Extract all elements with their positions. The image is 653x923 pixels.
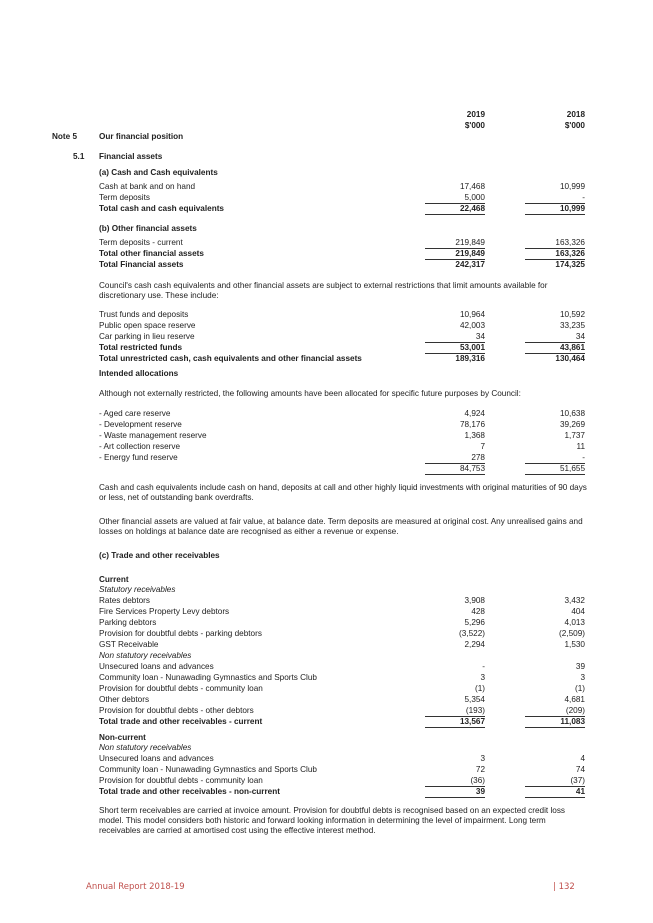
statutory-label: Statutory receivables xyxy=(99,585,176,594)
table-row: Term deposits - current 219,849 163,326 xyxy=(99,238,585,247)
table-row-total: 84,753 51,655 xyxy=(99,464,585,474)
col-unit-2019: $'000 xyxy=(464,121,485,130)
noncurrent-heading: Non-current xyxy=(99,733,146,742)
intended-heading: Intended allocations xyxy=(99,369,179,378)
section-number: 5.1 xyxy=(73,152,85,161)
table-row: - Aged care reserve 4,924 10,638 xyxy=(99,409,585,418)
table-row: - Waste management reserve 1,368 1,737 xyxy=(99,431,585,440)
table-row: - Energy fund reserve 278 - xyxy=(99,453,585,462)
receivables-heading: (c) Trade and other receivables xyxy=(99,551,220,560)
table-row-total: Total other financial assets 219,849 163,326 xyxy=(99,249,585,258)
table-row: Provision for doubtful debts - community loan (1) (1) xyxy=(99,684,585,693)
non-statutory-label: Non statutory receivables xyxy=(99,651,192,660)
table-row: Other debtors 5,354 4,681 xyxy=(99,695,585,704)
table-row-total: Total trade and other receivables - current 13,567 11,083 xyxy=(99,717,585,726)
table-row: Provision for doubtful debts - community loan (36) (37) xyxy=(99,776,585,785)
table-row: Provision for doubtful debts - other debtors (193) (209) xyxy=(99,706,585,715)
table-row: Community loan - Nunawading Gymnastics and Sports Club 72 74 xyxy=(99,765,585,774)
col-header-2019: 2019 xyxy=(466,110,485,119)
table-row-total: Total cash and cash equivalents 22,468 10,999 xyxy=(99,204,585,213)
table-row: Cash at bank and on hand 17,468 10,999 xyxy=(99,182,585,191)
table-row: GST Receivable 2,294 1,530 xyxy=(99,640,585,649)
table-row-total: Total restricted funds 53,001 43,861 xyxy=(99,343,585,352)
table-row: Unsecured loans and advances 3 4 xyxy=(99,754,585,763)
table-row: Public open space reserve 42,003 33,235 xyxy=(99,321,585,330)
col-header-2018: 2018 xyxy=(566,110,585,119)
section-title: Financial assets xyxy=(99,152,163,161)
table-row: - Development reserve 78,176 39,269 xyxy=(99,420,585,429)
table-row: Car parking in lieu reserve 34 34 xyxy=(99,332,585,341)
table-row-total: Total trade and other receivables - non-current 39 41 xyxy=(99,787,585,796)
table-row: Term deposits 5,000 - xyxy=(99,193,585,202)
receivables-paragraph: Short term receivables are carried at invoice amount. Provision for doubtful debts is recognised based on an expected credit loss model. This model considers both historic and forward looking information in determining the level of impairment. Long term receivables are carried at amortised cost using the effective interest method. xyxy=(99,806,566,835)
cash-definition-paragraph: Cash and cash equivalents include cash on hand, deposits at call and other highly liquid investments with original maturities of 90 days or less, net of outstanding bank overdrafts. xyxy=(99,483,587,502)
table-row: - Art collection reserve 7 11 xyxy=(99,442,585,451)
table-row: Provision for doubtful debts - parking debtors (3,522) (2,509) xyxy=(99,629,585,638)
col-unit-2018: $'000 xyxy=(564,121,585,130)
intended-paragraph: Although not externally restricted, the following amounts have been allocated for specific future purposes by Council: xyxy=(99,389,521,398)
table-row: Trust funds and deposits 10,964 10,592 xyxy=(99,310,585,319)
nc-non-statutory-label: Non statutory receivables xyxy=(99,743,192,752)
note-number: Note 5 xyxy=(52,132,78,141)
note-title: Our financial position xyxy=(99,132,184,141)
other-assets-paragraph: Other financial assets are valued at fair value, at balance date. Term deposits are measured at original cost. Any unrealised gains and losses on holdings at balance date are recognised as either a revenue or expense. xyxy=(99,517,583,536)
footer-page-number: | 132 xyxy=(553,882,575,892)
restrictions-paragraph: Council's cash cash equivalents and other financial assets are subject to external restrictions that limit amounts available for discretionary use. These include: xyxy=(99,281,548,300)
table-row-total: Total unrestricted cash, cash equivalents and other financial assets 189,316 130,464 xyxy=(99,354,585,363)
table-row: Parking debtors 5,296 4,013 xyxy=(99,618,585,627)
table-row-total: Total Financial assets 242,317 174,325 xyxy=(99,260,585,269)
footer-report-title: Annual Report 2018-19 xyxy=(86,882,185,892)
other-heading: (b) Other financial assets xyxy=(99,224,197,233)
cash-heading: (a) Cash and Cash equivalents xyxy=(99,168,218,177)
current-heading: Current xyxy=(99,575,129,584)
table-row: Rates debtors 3,908 3,432 xyxy=(99,596,585,605)
table-row: Fire Services Property Levy debtors 428 404 xyxy=(99,607,585,616)
table-row: Community loan - Nunawading Gymnastics and Sports Club 3 3 xyxy=(99,673,585,682)
table-row: Unsecured loans and advances - 39 xyxy=(99,662,585,671)
